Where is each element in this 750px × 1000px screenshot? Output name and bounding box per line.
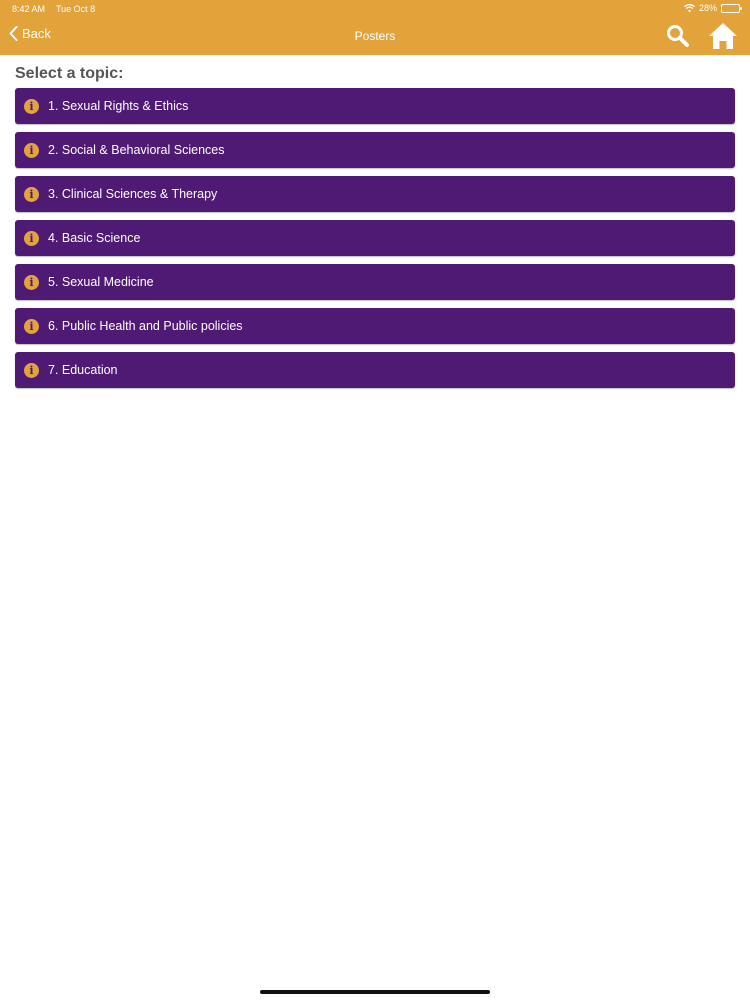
info-icon[interactable]: i [24,363,39,378]
status-bar [0,0,750,18]
back-label: Back [22,26,51,41]
home-icon [708,37,738,54]
battery-icon [721,4,740,13]
topic-item[interactable] [15,132,735,168]
topic-list [15,88,735,396]
info-icon[interactable]: i [24,319,39,334]
topic-item[interactable] [15,264,735,300]
info-icon[interactable]: i [24,231,39,246]
topic-item[interactable] [15,352,735,388]
search-icon [666,35,690,52]
home-indicator[interactable] [260,990,490,994]
topic-label: 2. Social & Behavioral Sciences [48,143,225,157]
topic-label: 4. Basic Science [48,231,141,245]
info-icon[interactable]: i [24,99,39,114]
wifi-icon [684,4,695,12]
topic-item[interactable] [15,176,735,212]
battery-percent: 28% [698,3,717,13]
info-icon[interactable]: i [24,275,39,290]
status-indicators [684,3,740,13]
topic-label: 6. Public Health and Public policies [48,319,243,333]
topic-item[interactable] [15,308,735,344]
section-heading: Select a topic: [15,65,124,82]
topic-label: 5. Sexual Medicine [48,275,154,289]
nav-bar [0,18,750,55]
topic-item[interactable] [15,88,735,124]
page-title: Posters [354,29,396,43]
status-date: Tue Oct 8 [56,4,96,14]
topic-label: 3. Clinical Sciences & Therapy [48,187,218,201]
info-icon[interactable]: i [24,143,39,158]
topic-item[interactable] [15,220,735,256]
topic-label: 7. Education [48,363,118,377]
search-button[interactable] [666,24,690,48]
status-time: 8:42 AM [12,4,46,14]
header-bar [0,0,750,55]
topic-label: 1. Sexual Rights & Ethics [48,99,189,113]
home-button[interactable] [708,22,738,50]
info-icon[interactable]: i [24,187,39,202]
